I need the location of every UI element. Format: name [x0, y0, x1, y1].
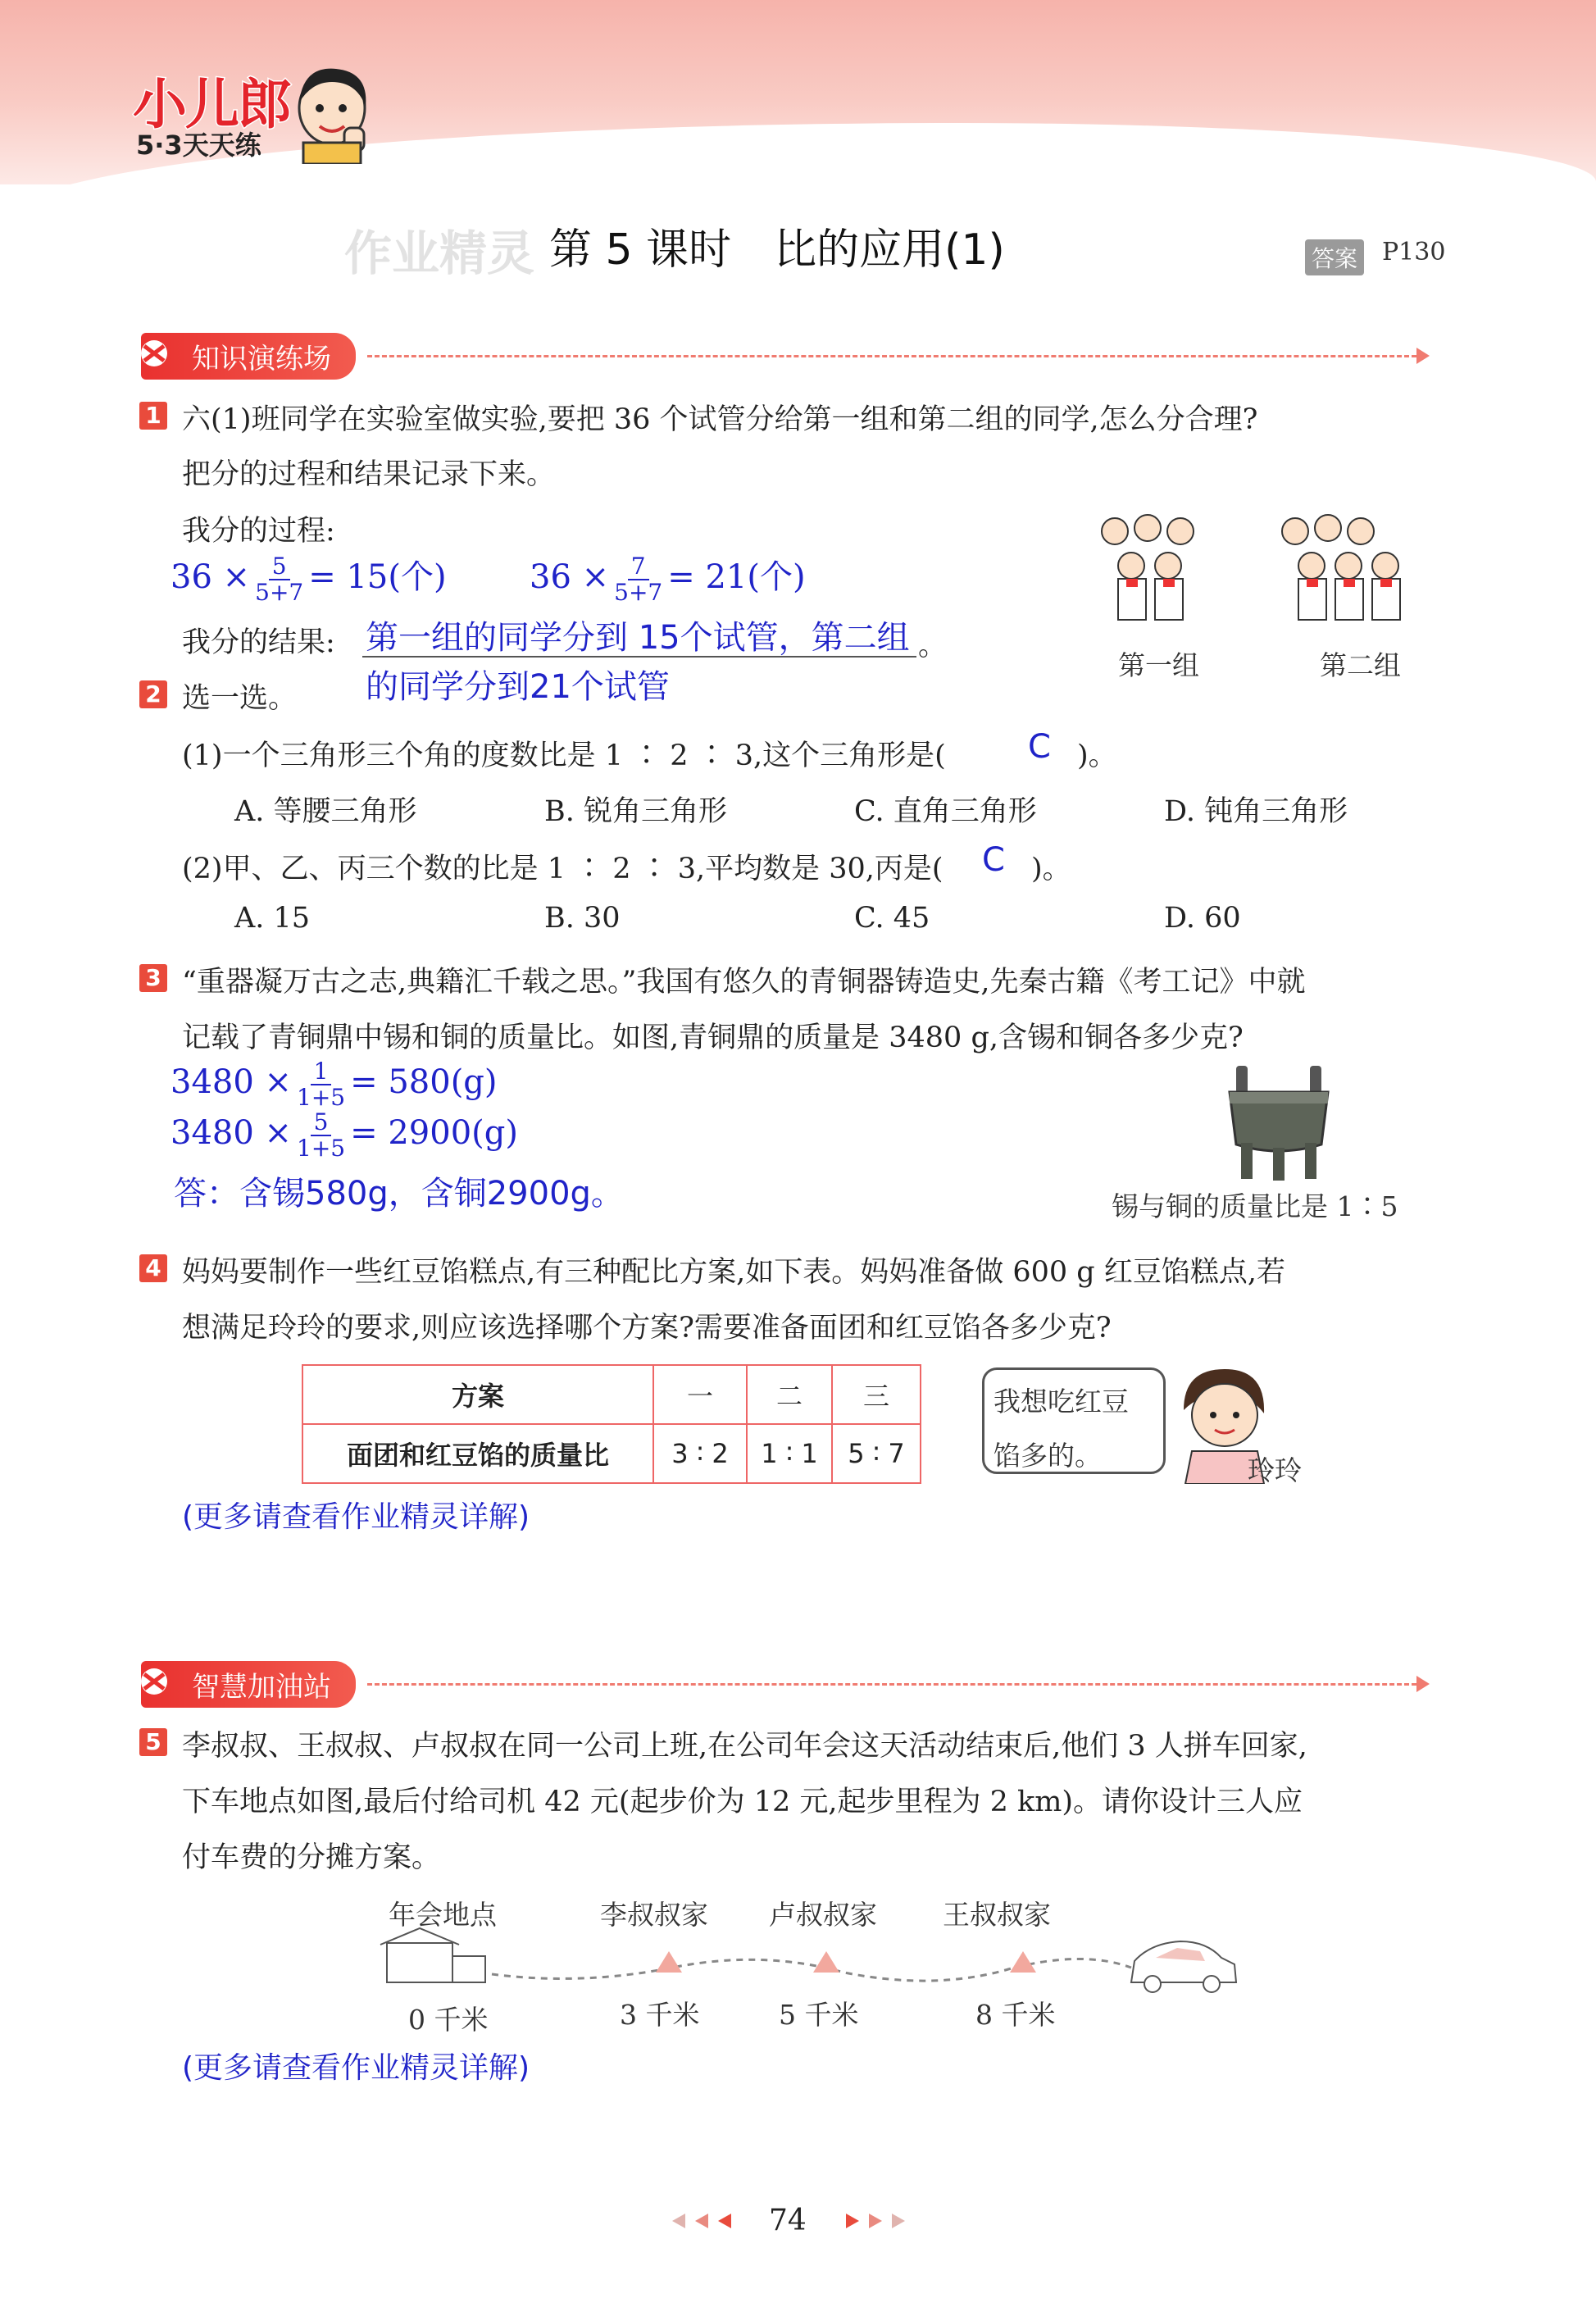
table-row — [302, 1424, 921, 1483]
denominator: 1+5 — [297, 1135, 346, 1162]
fraction — [255, 554, 303, 605]
arrow-right-icon — [1416, 1676, 1430, 1692]
next-arrows-icon — [834, 2210, 916, 2232]
page-number: 74 — [769, 2204, 807, 2237]
distance-label: 3 千米 — [620, 1999, 700, 2031]
girl-name: 玲玲 — [1248, 1454, 1302, 1486]
question-text: 下车地点如图,最后付给司机 42 元(起步价为 12 元,起步里程为 2 km)。请你设计三人应 — [182, 1786, 1303, 1818]
more-link[interactable]: (更多请查看作业精灵详解) — [182, 2051, 530, 2085]
car-icon — [1131, 1941, 1236, 1992]
eq-lhs: 3480 × — [171, 1114, 293, 1152]
question-number: 4 — [139, 1254, 167, 1282]
table-header-cell: 方案 — [302, 1365, 653, 1424]
brand-logo: 小儿郎 — [133, 73, 290, 136]
eq-rhs: = 15(个) — [308, 558, 447, 596]
star-burst-icon — [136, 1664, 177, 1699]
lesson-title: 第 5 课时 比的应用(1) — [549, 225, 1005, 275]
table-header-cell: 二 — [747, 1365, 832, 1424]
option-c: C. 直角三角形 — [854, 795, 1037, 828]
students-illustration-icon — [1090, 507, 1435, 638]
option-b: B. 锐角三角形 — [544, 795, 727, 828]
section-dash — [367, 1683, 1416, 1686]
stop-label: 年会地点 — [389, 1899, 497, 1931]
bubble-text: 我想吃红豆 — [994, 1386, 1129, 1417]
question-text: 六(1)班同学在实验室做实验,要把 36 个试管分给第一组和第二组的同学,怎么分合理? — [182, 403, 1258, 436]
bronze-ding-icon — [1213, 1063, 1344, 1185]
question-text: 选一选。 — [182, 682, 298, 715]
ratio-table — [302, 1364, 921, 1484]
section-banner-practice — [141, 334, 1430, 377]
numerator: 7 — [628, 554, 649, 580]
eq-rhs: = 580(g) — [350, 1063, 498, 1101]
stop-marker-icon — [1010, 1951, 1036, 1973]
denominator: 1+5 — [297, 1084, 346, 1111]
question-text: 妈妈要制作一些红豆馅糕点,有三种配比方案,如下表。妈妈准备做 600 g 红豆馅糕点,若 — [182, 1256, 1285, 1289]
numerator: 5 — [269, 554, 290, 580]
stop-label: 李叔叔家 — [600, 1899, 708, 1931]
distance-label: 8 千米 — [975, 1999, 1056, 2031]
fraction — [614, 554, 662, 605]
table-header-cell: 三 — [832, 1365, 921, 1424]
stop-label: 王叔叔家 — [943, 1899, 1051, 1931]
denominator: 5+7 — [255, 579, 304, 606]
equation-copper — [171, 1110, 518, 1161]
section-pill — [141, 1661, 356, 1708]
bubble-text: 馅多的。 — [994, 1440, 1102, 1472]
option-d: D. 钝角三角形 — [1164, 795, 1348, 828]
table-cell: 5 ∶ 7 — [832, 1424, 921, 1483]
table-cell: 面团和红豆馅的质量比 — [302, 1424, 653, 1483]
question-part2: (2)甲、乙、丙三个数的比是 1 ∶ 2 ∶ 3,平均数是 30,丙是( — [182, 853, 944, 885]
process-label: 我分的过程: — [182, 515, 335, 548]
distance-label: 0 千米 — [408, 2004, 489, 2036]
eq-rhs: = 2900(g) — [350, 1114, 518, 1152]
option-b: B. 30 — [544, 902, 621, 935]
option-c: C. 45 — [854, 902, 930, 935]
eq-rhs: = 21(个) — [667, 558, 806, 596]
question-number: 2 — [139, 680, 167, 708]
option-a: A. 等腰三角形 — [234, 795, 417, 828]
result-answer-line1: 第一组的同学分到 15个试管，第二组 — [366, 619, 910, 657]
watermark: 作业精灵 — [344, 225, 535, 281]
prev-arrows-icon — [661, 2210, 743, 2232]
group2-label: 第二组 — [1320, 649, 1401, 681]
table-row — [302, 1365, 921, 1424]
answer-text: 答：含锡580g，含铜2900g。 — [174, 1175, 624, 1213]
question-text: 把分的过程和结果记录下来。 — [182, 458, 556, 491]
section-banner-challenge — [141, 1663, 1430, 1705]
answer-mark: C — [982, 841, 1005, 879]
result-answer-line2: 的同学分到21个试管 — [366, 668, 670, 706]
numerator: 5 — [311, 1110, 332, 1136]
eq-lhs: 36 × — [171, 558, 251, 596]
paren-close: )。 — [1031, 853, 1071, 885]
numerator: 1 — [311, 1059, 332, 1085]
stop-marker-icon — [656, 1951, 682, 1973]
eq-lhs: 3480 × — [171, 1063, 293, 1101]
arrow-right-icon — [1416, 348, 1430, 364]
question-text: 李叔叔、王叔叔、卢叔叔在同一公司上班,在公司年会这天活动结束后,他们 3 人拼车回家, — [182, 1730, 1307, 1763]
equation-tin — [171, 1059, 498, 1110]
question-part1: (1)一个三角形三个角的度数比是 1 ∶ 2 ∶ 3,这个三角形是( — [182, 739, 946, 772]
answer-underline — [362, 656, 916, 658]
question-text: 想满足玲玲的要求,则应该选择哪个方案?需要准备面团和红豆馅各多少克? — [182, 1312, 1112, 1345]
result-end: 。 — [918, 630, 948, 662]
section-title: 知识演练场 — [192, 342, 331, 375]
star-burst-icon — [136, 336, 177, 371]
question-number: 3 — [139, 964, 167, 992]
question-number: 1 — [139, 402, 167, 430]
ding-caption: 锡与铜的质量比是 1∶5 — [1112, 1190, 1398, 1222]
denominator: 5+7 — [614, 579, 663, 606]
route-path — [492, 1959, 1131, 1981]
more-link[interactable]: (更多请查看作业精灵详解) — [182, 1500, 530, 1534]
section-title: 智慧加油站 — [192, 1670, 331, 1704]
paren-close: )。 — [1077, 739, 1117, 772]
question-number: 5 — [139, 1728, 167, 1756]
table-header-cell: 一 — [653, 1365, 747, 1424]
distance-label: 5 千米 — [779, 1999, 859, 2031]
answer-tag: 答案 — [1305, 239, 1364, 275]
question-text: “重器凝万古之志,典籍汇千载之思。”我国有悠久的青铜器铸造史,先秦古籍《考工记》中就 — [182, 966, 1306, 999]
equation-1 — [171, 551, 447, 605]
group1-label: 第一组 — [1118, 649, 1199, 681]
fraction — [297, 1059, 345, 1110]
result-label: 我分的结果: — [182, 626, 335, 659]
fraction — [297, 1110, 345, 1161]
answer-page: P130 — [1382, 238, 1446, 266]
eq-lhs: 36 × — [530, 558, 610, 596]
stop-label: 卢叔叔家 — [769, 1899, 877, 1931]
section-dash — [367, 355, 1416, 357]
stop-marker-icon — [813, 1951, 839, 1973]
building-icon — [387, 1943, 452, 1982]
question-text: 记载了青铜鼎中锡和铜的质量比。如图,青铜鼎的质量是 3480 g,含锡和铜各多少克? — [182, 1022, 1244, 1054]
option-a: A. 15 — [234, 902, 311, 935]
boy-mascot-icon — [287, 57, 377, 164]
equation-2 — [530, 551, 806, 605]
section-pill — [141, 333, 356, 380]
question-text: 付车费的分摊方案。 — [182, 1841, 441, 1874]
answer-mark: C — [1028, 728, 1051, 766]
brand-subtitle: 5·3天天练 — [136, 130, 261, 161]
option-d: D. 60 — [1164, 902, 1241, 935]
table-cell: 3 ∶ 2 — [653, 1424, 747, 1483]
table-cell: 1 ∶ 1 — [747, 1424, 832, 1483]
